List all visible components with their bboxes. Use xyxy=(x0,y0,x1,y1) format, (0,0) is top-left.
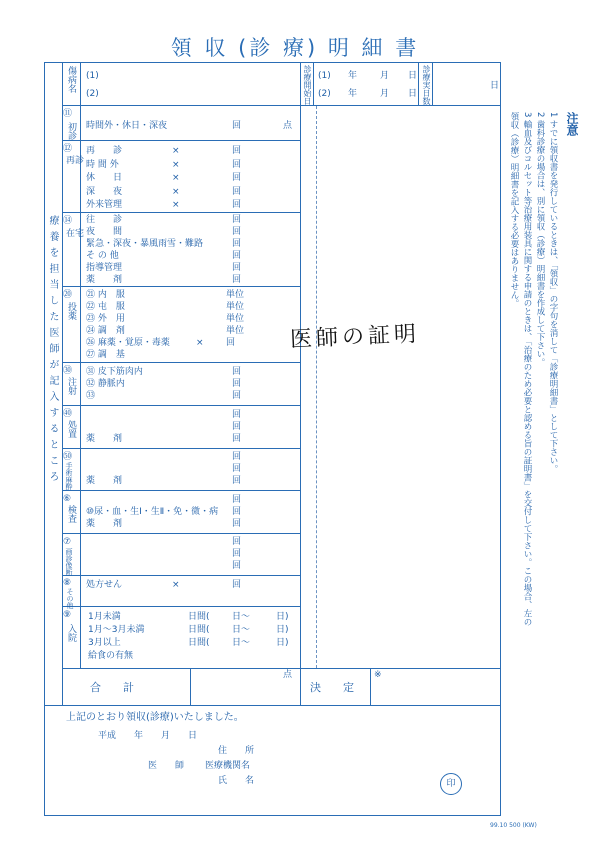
injection-label: 注射 xyxy=(66,377,76,395)
surgery-item-unit: 回 xyxy=(232,464,242,474)
divider xyxy=(62,606,300,607)
revisit-num: ⑫ xyxy=(63,144,73,154)
side-caption: 療養を担当した医師が記入するところ xyxy=(47,215,58,487)
home-item-unit: 回 xyxy=(232,215,242,225)
notes-panel xyxy=(508,112,578,632)
admission-item-to: 日) xyxy=(276,638,289,648)
medication-item-name: ㉗ 調 基 xyxy=(86,350,125,360)
other-num: ⑧ xyxy=(63,578,72,588)
imaging-item-unit: 回 xyxy=(232,561,242,571)
revisit-item-name: 時 間 外 xyxy=(86,159,119,170)
injection-item-name: ㉝ xyxy=(86,391,96,401)
procedure-item-unit: 回 xyxy=(232,434,242,444)
exam-item-name: 薬 剤 xyxy=(86,519,123,529)
medication-item-unit: 単位 xyxy=(226,314,245,324)
imaging-item-unit: 回 xyxy=(232,549,242,559)
divider xyxy=(370,668,371,705)
other-unit: 回 xyxy=(232,580,242,590)
revisit-label: 再診 xyxy=(66,156,85,166)
disease-row-2: (2) xyxy=(86,89,99,99)
injection-num: ㉚ xyxy=(63,366,73,376)
home-item-unit: 回 xyxy=(232,263,242,273)
divider xyxy=(432,63,433,106)
asterisk: ※ xyxy=(374,670,382,680)
home-item-name: 薬 剤 xyxy=(86,275,123,285)
revisit-item-mark: × xyxy=(172,186,180,197)
admission-item-to: 日) xyxy=(276,625,289,635)
revisit-item-unit: 回 xyxy=(232,200,242,210)
home-item-unit: 回 xyxy=(232,251,242,261)
medication-label: 投薬 xyxy=(66,302,76,320)
divider xyxy=(62,405,300,406)
initial-num: ⑪ xyxy=(63,109,73,119)
divider xyxy=(62,140,300,141)
revisit-item-name: 外来管理 xyxy=(86,200,123,210)
start-row-2-day: 日 xyxy=(408,89,418,99)
other-label: その他 xyxy=(66,588,74,609)
exam-item-unit: 回 xyxy=(232,519,242,529)
medication-num: ⑳ xyxy=(63,290,73,300)
start-row-1-month: 月 xyxy=(380,71,390,81)
imaging-label: 画診像断 xyxy=(65,548,73,576)
revisit-item-name: 休 日 xyxy=(86,173,123,183)
footer-code: 99.10 500 (KW) xyxy=(490,822,537,829)
disease-label: 傷病名 xyxy=(66,66,76,93)
revisit-item-name: 再 診 xyxy=(86,146,123,156)
medication-item-name: ㉖ 麻薬・覚原・毒薬 xyxy=(86,338,170,348)
divider xyxy=(316,106,317,668)
home-item-name: 往 診 xyxy=(86,215,123,225)
admission-item-from: 日〜 xyxy=(232,625,251,635)
other-item: 処方せん xyxy=(86,580,123,590)
admission-num: ⑨ xyxy=(63,610,72,620)
initial-label: 初診 xyxy=(66,122,76,140)
exam-label: 検査 xyxy=(66,505,76,523)
admission-item-from: 日〜 xyxy=(232,612,251,622)
start-row-1-num: (1) xyxy=(318,71,331,81)
revisit-item-unit: 回 xyxy=(232,159,242,170)
divider xyxy=(62,490,300,491)
surgery-num: ㊿ xyxy=(63,452,73,462)
receipt-date: 平成 年 月 日 xyxy=(98,731,198,741)
start-row-1-day: 日 xyxy=(408,71,418,81)
start-row-1-year: 年 xyxy=(348,71,358,81)
initial-points: 点 xyxy=(283,121,293,131)
injection-item-name: ㉛ 皮下筋肉内 xyxy=(86,367,143,377)
revisit-item-mark: × xyxy=(172,146,180,156)
start-row-2-month: 月 xyxy=(380,89,390,99)
doctor-label: 医 師 xyxy=(148,761,185,771)
exam-item-unit: 回 xyxy=(232,507,242,517)
revisit-item-unit: 回 xyxy=(232,186,242,197)
exam-item-unit: 回 xyxy=(232,495,242,505)
stamp-text: 医師の証明 xyxy=(289,321,421,353)
surgery-item-unit: 回 xyxy=(232,476,242,486)
medication-item-mark: × xyxy=(196,338,204,348)
divider xyxy=(80,63,81,668)
admission-label: 入院 xyxy=(66,624,76,642)
surgery-item-unit: 回 xyxy=(232,452,242,462)
divider xyxy=(62,286,300,287)
initial-unit: 回 xyxy=(232,121,242,131)
home-item-name: そ の 他 xyxy=(86,251,119,261)
medication-item-unit: 回 xyxy=(226,338,236,348)
divider xyxy=(300,63,301,705)
home-item-name: 夜 間 xyxy=(86,227,123,237)
name-label: 氏 名 xyxy=(218,776,255,786)
home-num: ⑭ xyxy=(63,216,73,226)
injection-item-unit: 回 xyxy=(232,379,242,389)
receipt-statement: 上記のとおり領収(診療)いたしました。 xyxy=(66,712,244,723)
divider xyxy=(44,705,500,706)
start-row-2-num: (2) xyxy=(318,89,331,99)
admission-item-days: 日間( xyxy=(188,638,210,648)
divider xyxy=(62,533,300,534)
procedure-label: 処置 xyxy=(66,420,76,438)
admission-item-days: 日間( xyxy=(188,625,210,635)
medication-item-name: ㉔ 調 剤 xyxy=(86,326,125,336)
procedure-item-name: 薬 剤 xyxy=(86,434,123,444)
revisit-item-unit: 回 xyxy=(232,146,242,156)
injection-item-name: ㉜ 静脈内 xyxy=(86,379,125,389)
medication-item-unit: 単位 xyxy=(226,326,245,336)
injection-item-unit: 回 xyxy=(232,391,242,401)
medication-item-name: ㉒ 屯 服 xyxy=(86,302,125,312)
admission-item-from: 日〜 xyxy=(232,638,251,648)
medication-item-name: ㉑ 内 服 xyxy=(86,290,125,300)
imaging-item-unit: 回 xyxy=(232,537,242,547)
admission-item-name: 1月〜3月未満 xyxy=(88,625,145,635)
divider xyxy=(62,212,300,213)
revisit-item-unit: 回 xyxy=(232,173,242,183)
injection-item-unit: 回 xyxy=(232,367,242,377)
home-item-name: 緊急・深夜・暴風雨雪・難路 xyxy=(86,239,204,249)
divider xyxy=(62,362,300,363)
initial-item: 時間外・休日・深夜 xyxy=(86,121,168,131)
note-item: 2 歯科診療の場合は、別に領収（診療）明細書を作成して下さい。 xyxy=(535,112,545,367)
seal-mark: 印 xyxy=(440,773,462,795)
procedure-item-unit: 回 xyxy=(232,422,242,432)
home-label: 在宅 xyxy=(66,229,85,239)
admission-item-days: 日間( xyxy=(188,612,210,622)
actual-days-label: 診療実日数 xyxy=(422,65,431,105)
address-label: 住 所 xyxy=(218,746,255,756)
total-unit: 点 xyxy=(283,670,293,680)
procedure-item-unit: 回 xyxy=(232,410,242,420)
form-title: 領 収 (診 療) 明 細 書 xyxy=(170,36,420,60)
divider xyxy=(62,448,300,449)
home-item-name: 指導管理 xyxy=(86,263,123,273)
total-label: 合 計 xyxy=(90,681,134,694)
admission-item-name: 3月以上 xyxy=(88,638,121,648)
notes-heading: 注意 xyxy=(565,112,579,136)
surgery-label: 手術麻酔 xyxy=(65,462,73,490)
note-item: 1 すでに領収書を発行しているときは、「領収」の字句を消して「診療明細書」として下さい。 xyxy=(548,112,558,473)
decision-label: 決 定 xyxy=(310,681,354,694)
medication-item-name: ㉓ 外 用 xyxy=(86,314,125,324)
revisit-item-name: 深 夜 xyxy=(86,186,123,197)
revisit-item-mark: × xyxy=(172,200,180,210)
exam-num: ⑥ xyxy=(63,494,72,504)
facility-label: 医療機関名 xyxy=(205,761,251,771)
home-item-unit: 回 xyxy=(232,227,242,237)
imaging-num: ⑦ xyxy=(63,537,72,547)
divider xyxy=(190,668,191,705)
home-item-unit: 回 xyxy=(232,275,242,285)
other-mark: × xyxy=(172,580,180,590)
note-item: 3 輸血及びコルセット等治療用装具に関する申請のときは、「治療のため必要と認める旨の証明書」を交付して下さい。この場合、左の領収（診療）明細書を記入する必要はありません。 xyxy=(509,112,532,626)
disease-row-1: (1) xyxy=(86,71,99,81)
admission-item-to: 日) xyxy=(276,612,289,622)
surgery-item-name: 薬 剤 xyxy=(86,476,123,486)
medication-item-unit: 単位 xyxy=(226,290,245,300)
home-item-unit: 回 xyxy=(232,239,242,249)
divider xyxy=(62,105,500,106)
admission-item-name: 給食の有無 xyxy=(88,651,134,661)
divider xyxy=(62,575,300,576)
exam-item-name: ⑩尿・血・生Ⅰ・生Ⅱ・免・微・病 xyxy=(86,507,219,517)
start-row-2-year: 年 xyxy=(348,89,358,99)
divider xyxy=(418,63,419,106)
actual-days-unit: 日 xyxy=(490,81,500,91)
revisit-item-mark: × xyxy=(172,173,180,183)
divider xyxy=(313,63,314,106)
start-date-label: 診療開始日 xyxy=(303,65,312,105)
procedure-num: ㊵ xyxy=(63,409,73,419)
revisit-item-mark: × xyxy=(172,159,180,170)
divider xyxy=(62,668,500,669)
admission-item-name: 1月未満 xyxy=(88,612,121,622)
medication-item-unit: 単位 xyxy=(226,302,245,312)
